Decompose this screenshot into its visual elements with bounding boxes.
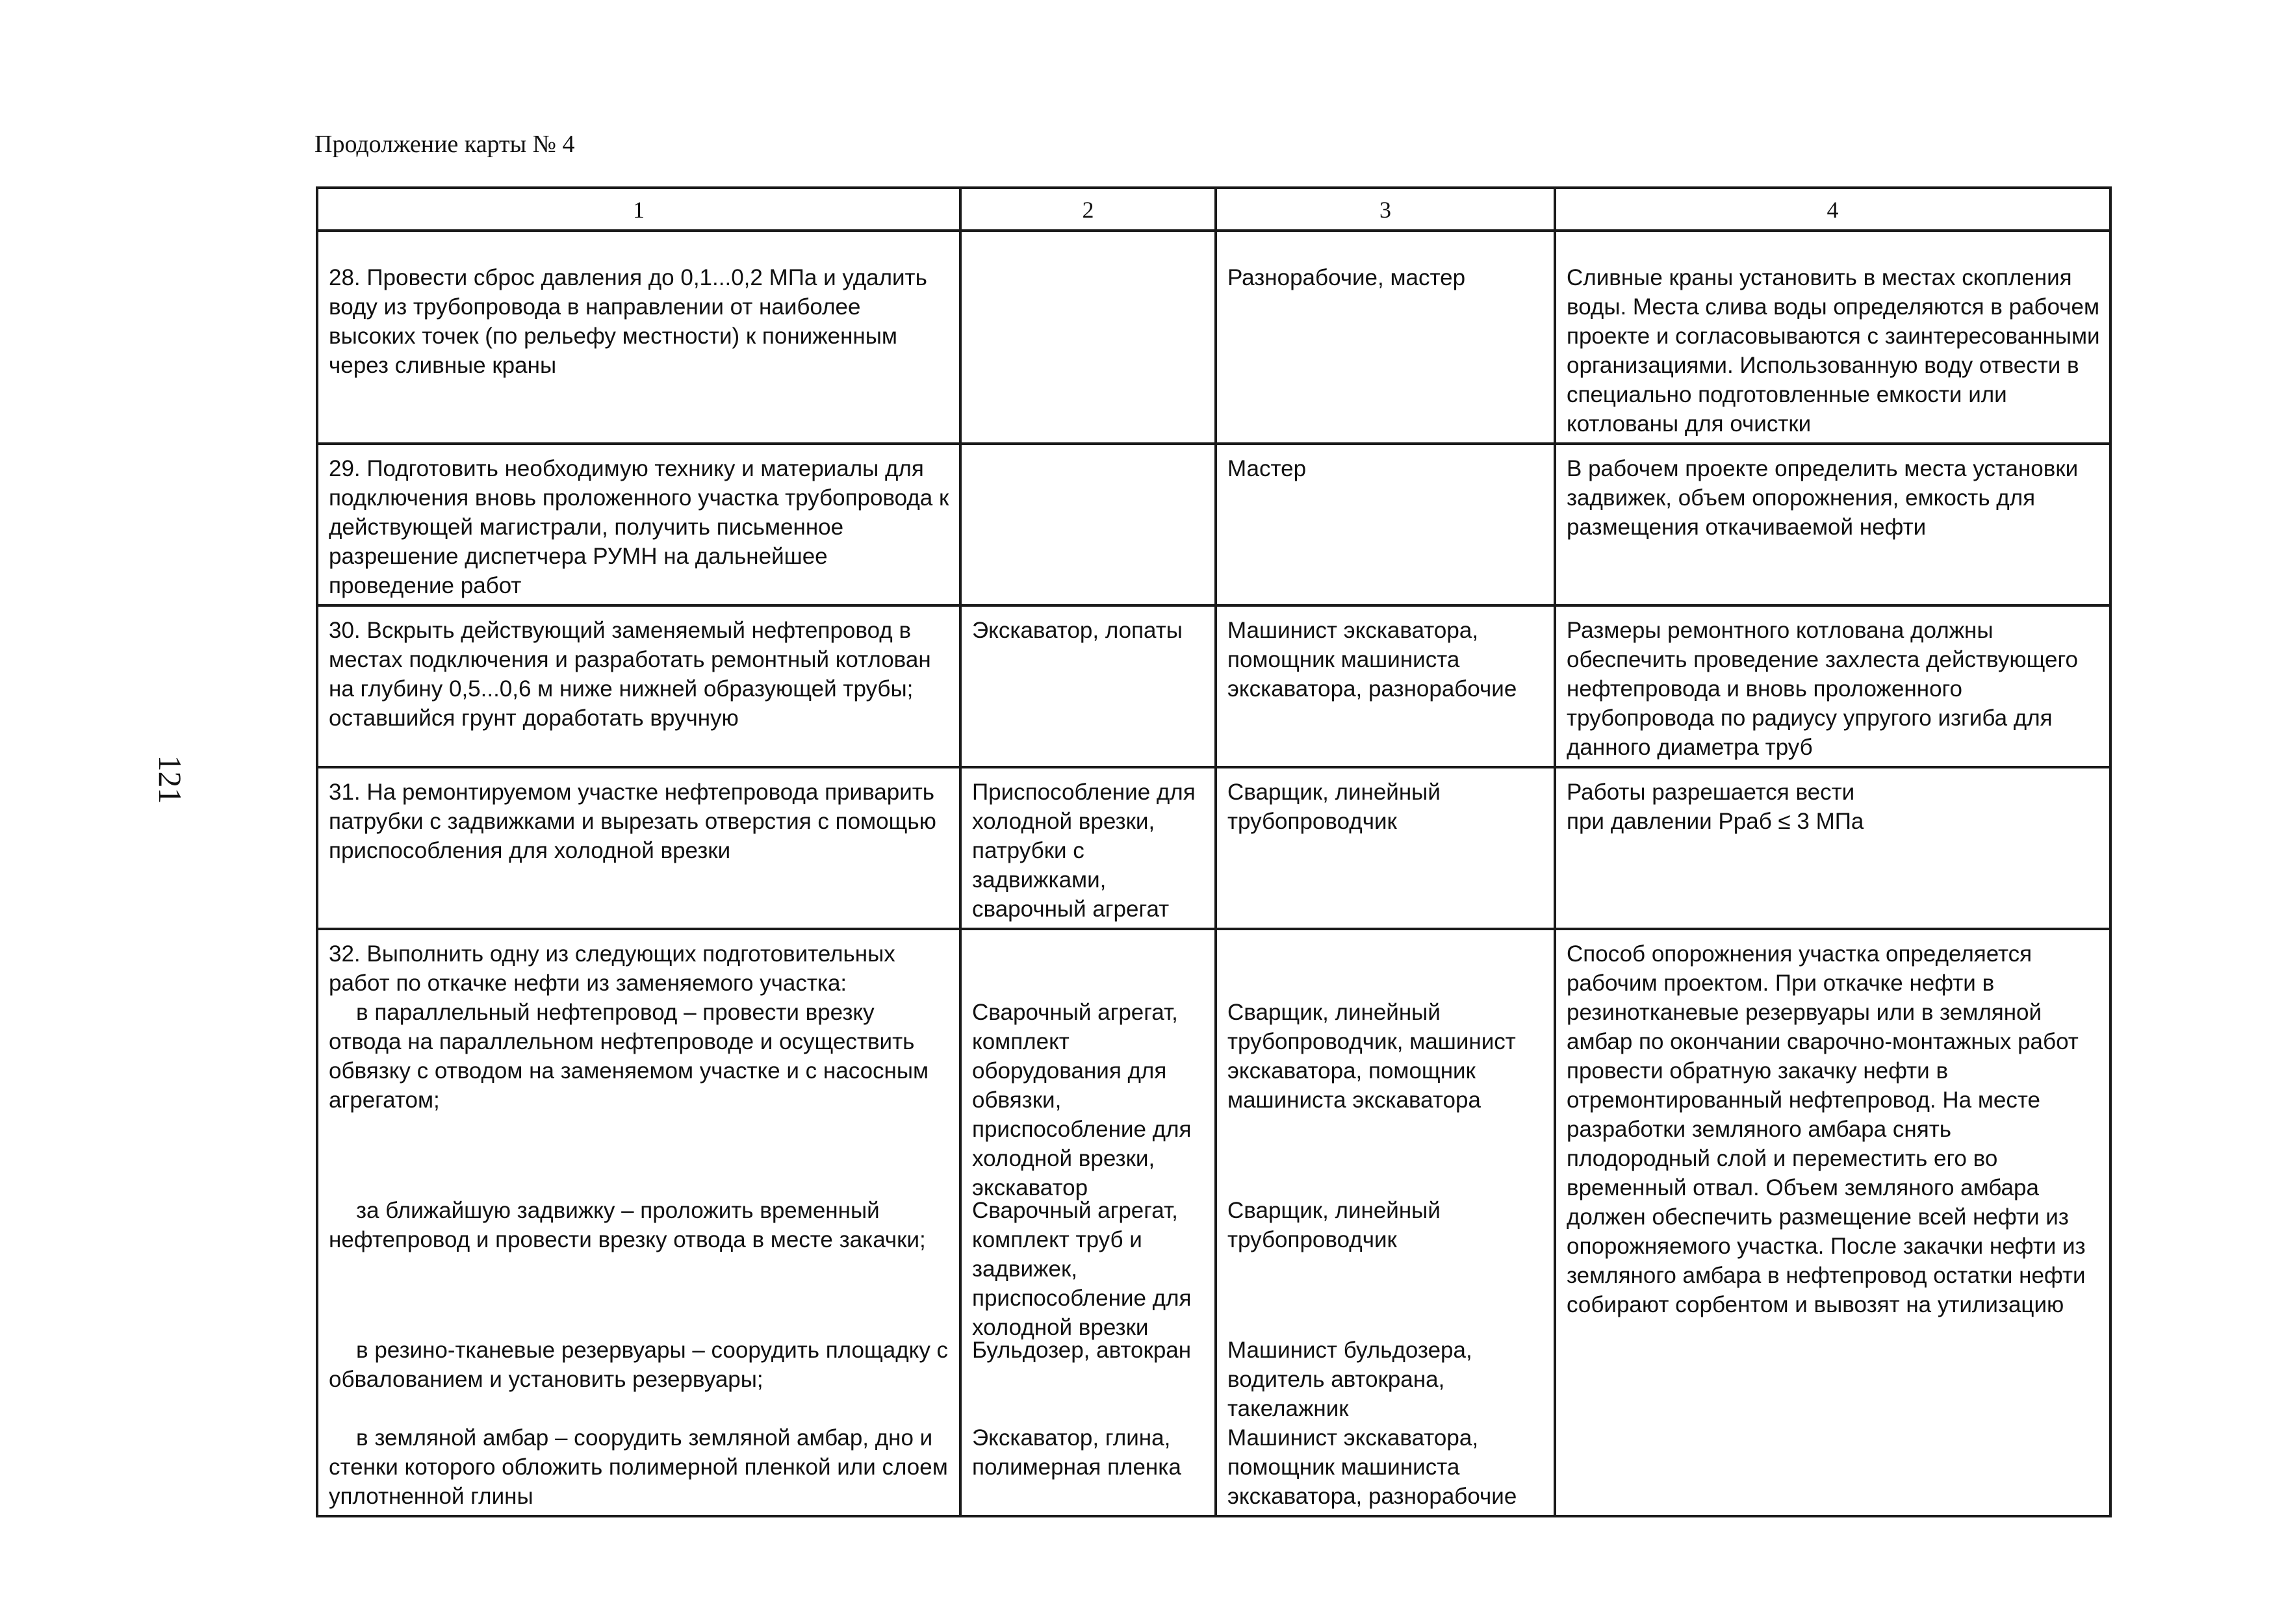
table-row-29 <box>317 444 2110 605</box>
operation-cell: 29. Подготовить необходимую технику и материалы для подключения вновь проложенного участка трубопровода к действующей магистрали, получить письменное разрешение диспетчера РУМН на дальнейшее проведение работ <box>317 444 960 605</box>
performers-cell <box>1216 929 1555 1516</box>
option-rubber-tanks: в резино-тканевые резервуары – соорудить площадку с обвалованием и установить резервуары; <box>329 1338 949 1392</box>
equipment-cell <box>960 231 1216 444</box>
table-row-30 <box>317 605 2110 767</box>
performers-cell: Разнорабочие, мастер <box>1216 231 1555 444</box>
option-earth-pit: в земляной амбар – соорудить земляной амбар, дно и стенки которого обложить полимерной пленкой или слоем уплотненной глины <box>329 1425 948 1509</box>
table-row-28 <box>317 231 2110 444</box>
performers-cell: Машинист экскаватора, помощник машиниста экскаватора, разнорабочие <box>1216 605 1555 767</box>
operation-cell: 31. На ремонтируемом участке нефтепровода приварить патрубки с задвижками и вырезать отверстия с помощью приспособления для холодной врезки <box>317 767 960 929</box>
option-nearest-valve: за ближайшую задвижку – проложить временный нефтепровод и провести врезку отвода в месте закачки; <box>329 1198 926 1252</box>
operation-cell: 28. Провести сброс давления до 0,1...0,2 МПа и удалить воду из трубопровода в направлении от наиболее высоких точек (по рельефу местности) к пониженным через сливные краны <box>317 231 960 444</box>
work-table <box>316 186 2112 1517</box>
column-header-1: 1 <box>317 188 960 231</box>
equipment-cell: Экскаватор, лопаты <box>960 605 1216 767</box>
operation-cell: 30. Вскрыть действующий заменяемый нефтепровод в местах подключения и разработать ремонтный котлован на глубину 0,5...0,6 м ниже нижней образующей трубы; оставшийся грунт доработать вручную <box>317 605 960 767</box>
operation-intro: 32. Выполнить одну из следующих подготовительных работ по откачке нефти из заменяемого участка: <box>329 941 895 996</box>
operation-cell <box>317 929 960 1516</box>
table-header-row <box>317 188 2110 231</box>
equipment-cell <box>960 444 1216 605</box>
equipment-parallel-pipeline: Сварочный агрегат, комплект оборудования для обвязки, приспособление для холодной врезки, экскаватор <box>972 1000 1192 1200</box>
notes-cell <box>1555 767 2110 929</box>
performers-rubber-tanks: Машинист бульдозера, водитель автокрана, такелажник <box>1227 1338 1472 1421</box>
performers-cell: Сварщик, линейный трубопроводчик <box>1216 767 1555 929</box>
notes-line: Работы разрешается вести <box>1567 780 1855 805</box>
equipment-rubber-tanks: Бульдозер, автокран <box>972 1338 1192 1363</box>
page-number: 121 <box>152 755 188 804</box>
notes-line: при давлении Рраб ≤ 3 МПа <box>1567 809 1864 834</box>
performers-parallel-pipeline: Сварщик, линейный трубопроводчик, машинист экскаватора, помощник машиниста экскаватора <box>1227 1000 1516 1113</box>
option-parallel-pipeline: в параллельный нефтепровод – провести врезку отвода на параллельном нефтепроводе и осуществить обвязку с отводом на заменяемом участке и с насосным агрегатом; <box>329 1000 929 1113</box>
performers-nearest-valve: Сварщик, линейный трубопроводчик <box>1227 1198 1441 1252</box>
notes-cell: Размеры ремонтного котлована должны обеспечить проведение захлеста действующего нефтепровода и вновь проложенного трубопровода по радиусу упругого изгиба для данного диаметра труб <box>1555 605 2110 767</box>
column-header-2: 2 <box>960 188 1216 231</box>
performers-earth-pit: Машинист экскаватора, помощник машиниста экскаватора, разнорабочие <box>1227 1425 1517 1509</box>
equipment-cell: Приспособление для холодной врезки, патрубки с задвижками, сварочный агрегат <box>960 767 1216 929</box>
table-row-31 <box>317 767 2110 929</box>
equipment-cell <box>960 929 1216 1516</box>
notes-cell: Способ опорожнения участка определяется рабочим проектом. При откачке нефти в резинотканевые резервуары или в земляной амбар по окончании сварочно-монтажных работ провести обратную закачку нефти в отремонтированный нефтепровод. На месте разработки земляного амбара снять плодородный слой и переместить его во временный отвал. Объем земляного амбара должен обеспечить размещение всей нефти из опорожняемого участка. После закачки нефти из земляного амбара в нефтепровод остатки нефти собирают сорбентом и вывозят на утилизацию <box>1555 929 2110 1516</box>
equipment-earth-pit: Экскаватор, глина, полимерная пленка <box>972 1425 1181 1480</box>
notes-cell: В рабочем проекте определить места установки задвижек, объем опорожнения, емкость для размещения откачиваемой нефти <box>1555 444 2110 605</box>
column-header-4: 4 <box>1555 188 2110 231</box>
notes-cell: Сливные краны установить в местах скопления воды. Места слива воды определяются в рабочем проекте и согласовываются с заинтересованными организациями. Использованную воду отвести в специально подготовленные емкости или котлованы для очистки <box>1555 231 2110 444</box>
performers-cell: Мастер <box>1216 444 1555 605</box>
column-header-3: 3 <box>1216 188 1555 231</box>
equipment-nearest-valve: Сварочный агрегат, комплект труб и задвижек, приспособление для холодной врезки <box>972 1198 1192 1340</box>
table-caption: Продолжение карты № 4 <box>314 131 575 158</box>
table-row-32 <box>317 929 2110 1516</box>
